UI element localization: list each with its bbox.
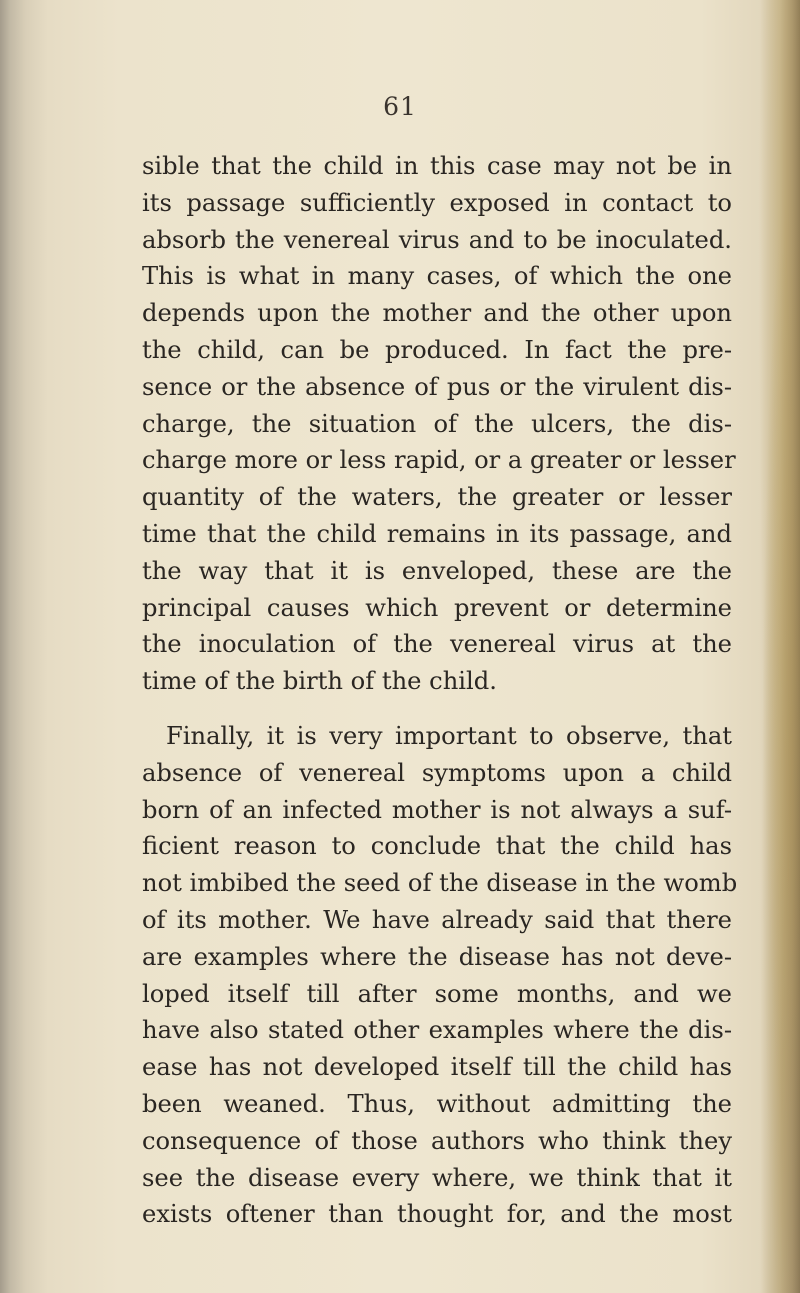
- paragraph-1: [142, 148, 736, 700]
- text-line: ease has not developed itself till the child has: [142, 1053, 732, 1082]
- text-line: its passage sufficiently exposed in contact to: [142, 188, 732, 217]
- text-line: absorb the venereal virus and to be inoculated.: [142, 225, 732, 254]
- paragraph-2: [142, 718, 738, 1233]
- text-line: born of an infected mother is not always a suf-: [142, 795, 732, 824]
- text-line: are examples where the disease has not deve-: [142, 942, 732, 971]
- text-line: see the disease every where, we think that it: [142, 1163, 732, 1192]
- text-line: loped itself till after some months, and we: [142, 979, 732, 1008]
- text-line: charge more or less rapid, or a greater or lesser: [142, 446, 736, 475]
- text-line: not imbibed the seed of the disease in the womb: [142, 869, 738, 898]
- text-line: the child, can be produced. In fact the pre-: [142, 335, 732, 364]
- text-line: time of the birth of the child.: [142, 667, 497, 696]
- text-line: principal causes which prevent or determine: [142, 593, 732, 622]
- text-line: quantity of the waters, the greater or lesser: [142, 483, 732, 512]
- text-line: time that the child remains in its passage, and: [142, 519, 732, 548]
- page-edge-stain: [754, 0, 800, 1293]
- text-line: depends upon the mother and the other upon: [142, 299, 732, 328]
- text-line: sible that the child in this case may not be in: [142, 152, 732, 180]
- text-line: have also stated other examples where the dis-: [142, 1016, 732, 1045]
- page-number: 61: [383, 92, 417, 121]
- text-line: consequence of those authors who think they: [142, 1126, 732, 1155]
- text-line: ficient reason to conclude that the child has: [142, 832, 732, 861]
- text-line: the way that it is enveloped, these are the: [142, 556, 732, 585]
- text-line: charge, the situation of the ulcers, the dis-: [142, 409, 732, 438]
- text-line: sence or the absence of pus or the virulent dis-: [142, 372, 732, 401]
- text-line: been weaned. Thus, without admitting the: [142, 1089, 732, 1118]
- text-line: absence of venereal symptoms upon a child: [142, 758, 732, 787]
- text-line: exists oftener than thought for, and the most: [142, 1200, 732, 1229]
- text-line: This is what in many cases, of which the one: [142, 262, 732, 291]
- text-line: Finally, it is very important to observe, that: [166, 722, 732, 750]
- text-line: the inoculation of the venereal virus at the: [142, 630, 732, 659]
- text-line: of its mother. We have already said that there: [142, 905, 732, 934]
